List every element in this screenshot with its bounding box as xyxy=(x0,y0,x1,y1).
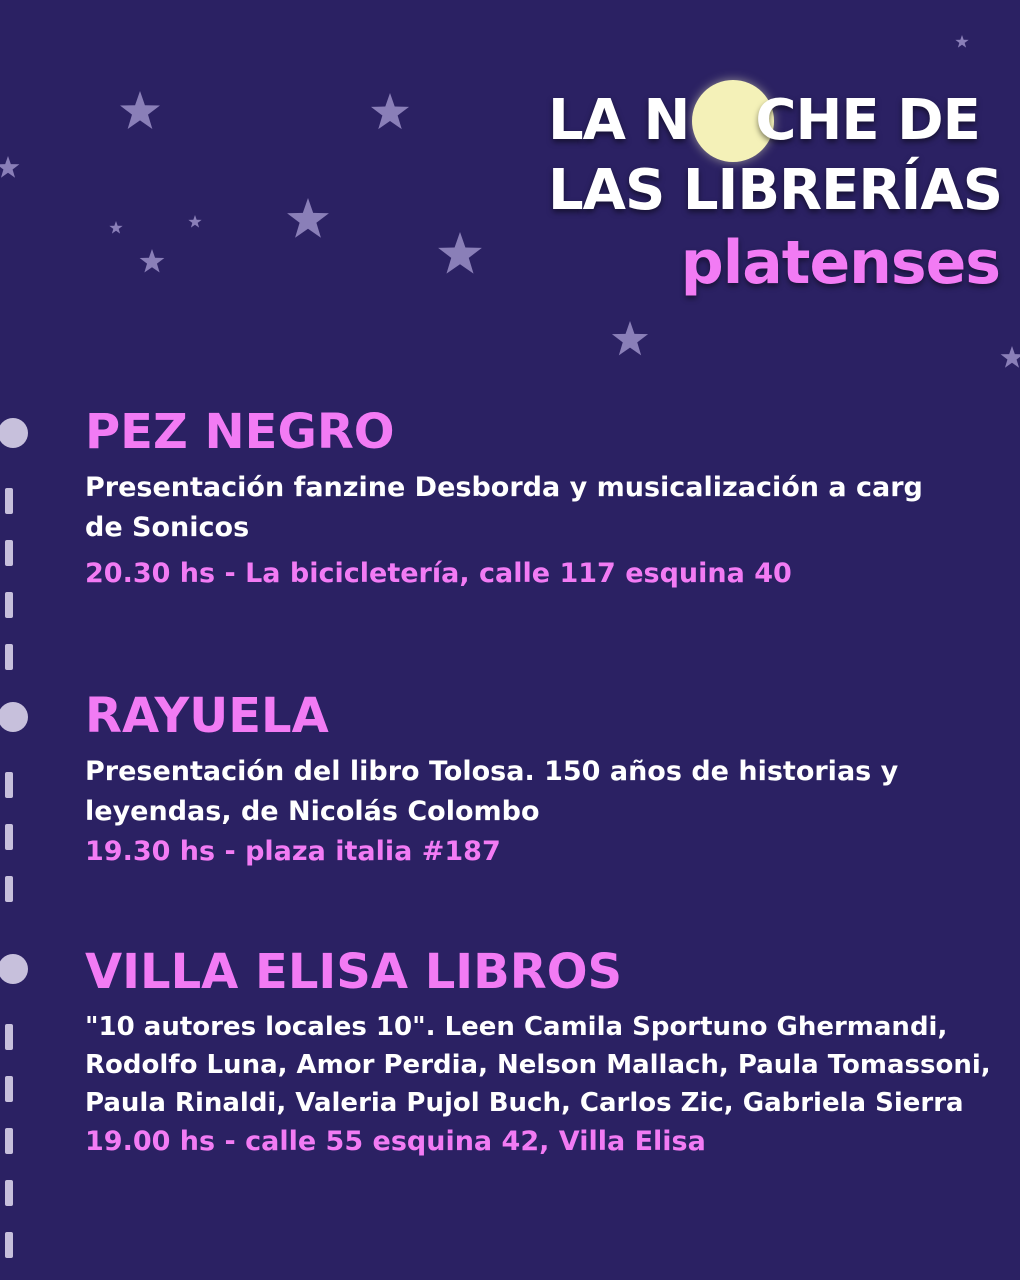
star-icon xyxy=(120,91,160,129)
timeline-dot xyxy=(0,418,28,448)
event-pez-negro xyxy=(85,404,1020,594)
timeline-dash xyxy=(5,644,13,670)
star-icon xyxy=(0,156,19,178)
event-time-place: 19.30 hs - plaza italia #187 xyxy=(85,836,501,867)
title-part-b: CHE DE xyxy=(755,88,980,153)
event-villa-elisa-libros xyxy=(85,944,1020,1162)
event-name: PEZ NEGRO xyxy=(85,404,395,460)
timeline-dash xyxy=(5,772,13,798)
page-subtitle: platenses xyxy=(680,228,1000,298)
star-icon xyxy=(438,232,482,274)
timeline-dot xyxy=(0,702,28,732)
timeline-dash xyxy=(5,488,13,514)
timeline-dash xyxy=(5,1076,13,1102)
timeline-dash xyxy=(5,592,13,618)
event-name: VILLA ELISA LIBROS xyxy=(85,944,623,1000)
star-icon xyxy=(955,35,968,48)
event-name: RAYUELA xyxy=(85,688,329,744)
star-icon xyxy=(140,249,165,273)
timeline-dash xyxy=(5,1180,13,1206)
timeline xyxy=(0,410,40,1280)
timeline-dash xyxy=(5,1024,13,1050)
event-time-place: 19.00 hs - calle 55 esquina 42, Villa Elisa xyxy=(85,1126,706,1157)
star-icon xyxy=(287,198,329,238)
event-time-place: 20.30 hs - La bicicletería, calle 117 esquina 40 xyxy=(85,558,792,589)
title-line-1 xyxy=(548,88,980,153)
event-rayuela xyxy=(85,688,1020,872)
timeline-dot xyxy=(0,954,28,984)
event-description: Presentación fanzine Desborda y musicalización a carg de Sonicos xyxy=(85,472,923,543)
timeline-dash xyxy=(5,876,13,902)
timeline-dash xyxy=(5,1232,13,1258)
title-part-a: LA N xyxy=(548,88,690,153)
timeline-dash xyxy=(5,824,13,850)
star-icon xyxy=(612,321,648,355)
event-description: Presentación del libro Tolosa. 150 años de historias y leyendas, de Nicolás Colombo xyxy=(85,756,899,827)
star-icon xyxy=(371,93,409,129)
star-icon xyxy=(188,215,201,228)
star-icon xyxy=(1001,346,1020,368)
timeline-dash xyxy=(5,540,13,566)
star-icon xyxy=(109,221,122,234)
event-description: "10 autores locales 10". Leen Camila Sportuno Ghermandi, Rodolfo Luna, Amor Perdia, Nelson Mallach, Paula Tomassoni, Paula Rinaldi, Valeria Pujol Buch, Carlos Zic, Gabriela Sierra xyxy=(85,1012,991,1118)
title-line-2: LAS LIBRERÍAS xyxy=(548,158,1003,223)
timeline-dash xyxy=(5,1128,13,1154)
